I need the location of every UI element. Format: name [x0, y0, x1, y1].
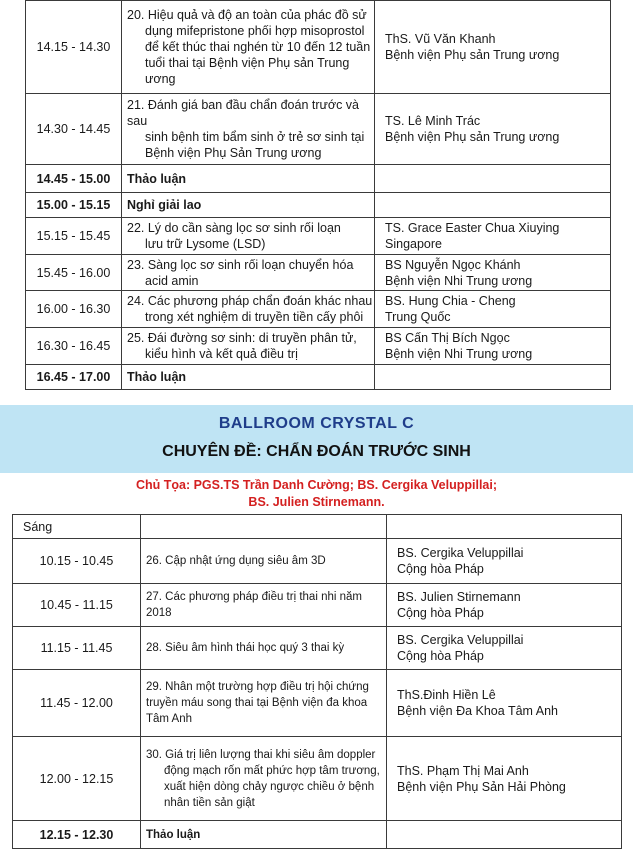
time-cell: 14.45 - 15.00 — [26, 165, 122, 193]
table-row — [13, 539, 622, 584]
topic-cell — [141, 737, 387, 821]
empty-cell — [387, 515, 622, 539]
speaker-name: ThS.Đinh Hiền Lê — [397, 688, 496, 702]
topic-line: 20. Hiệu quả và độ an toàn của phác đồ sử — [127, 8, 367, 22]
speaker-affiliation: Singapore — [385, 237, 442, 251]
topic-line: dụng mifepristone phối hợp misoprostol — [145, 24, 365, 38]
speaker-name: TS. Grace Easter Chua Xiuying — [385, 221, 560, 235]
time-cell: 10.15 - 10.45 — [13, 539, 141, 584]
topic-cell — [141, 584, 387, 627]
speaker-affiliation: Bệnh viện Đa Khoa Tâm Anh — [397, 704, 558, 718]
time-cell: 14.30 - 14.45 — [26, 94, 122, 165]
table-row — [26, 365, 611, 390]
table-row — [13, 584, 622, 627]
table-row — [26, 255, 611, 291]
empty-cell — [387, 821, 622, 849]
topic-cell — [122, 218, 375, 255]
time-cell: 15.00 - 15.15 — [26, 193, 122, 218]
table-row — [26, 165, 611, 193]
speaker-affiliation: Bệnh viện Phụ sản Trung ương — [385, 48, 560, 62]
table-row — [26, 94, 611, 165]
speaker-affiliation: Cộng hòa Pháp — [397, 562, 484, 576]
room-banner — [0, 405, 633, 473]
empty-cell — [141, 515, 387, 539]
speaker-affiliation: Cộng hòa Pháp — [397, 606, 484, 620]
topic-line: kiểu hình và kết quả điều trị — [145, 347, 298, 361]
speaker-cell — [375, 291, 611, 328]
topic-line: lưu trữ Lysome (LSD) — [145, 237, 266, 251]
speaker-name: BS Cấn Thị Bích Ngọc — [385, 331, 510, 345]
table-row — [26, 328, 611, 365]
discussion-label: Thảo luận — [122, 165, 375, 193]
time-cell: 16.30 - 16.45 — [26, 328, 122, 365]
table-row — [13, 737, 622, 821]
speaker-name: BS. Julien Stirnemann — [397, 590, 521, 604]
topic-cell — [122, 291, 375, 328]
topic-line: 22. Lý do cần sàng lọc sơ sinh rối loạn — [127, 221, 341, 235]
speaker-cell — [387, 737, 622, 821]
speaker-cell — [387, 584, 622, 627]
topic-line: trong xét nghiệm di truyền tiền cấy phôi — [145, 310, 364, 324]
topic-line: 29. Nhân một trường hợp điều trị hội chứng — [146, 681, 369, 693]
table-row — [26, 1, 611, 94]
empty-cell — [375, 365, 611, 390]
topic-cell — [122, 94, 375, 165]
speaker-cell — [375, 255, 611, 291]
time-cell: 16.45 - 17.00 — [26, 365, 122, 390]
topic-line: Bệnh viện Phụ Sản Trung ương — [145, 146, 322, 160]
speaker-name: BS. Cergika Veluppillai — [397, 546, 524, 560]
speaker-name: BS. Cergika Veluppillai — [397, 633, 524, 647]
speaker-name: BS Nguyễn Ngọc Khánh — [385, 257, 521, 272]
speaker-cell — [387, 539, 622, 584]
time-cell: 11.15 - 11.45 — [13, 627, 141, 670]
topic-line: để kết thúc thai nghén từ 10 đến 12 tuần — [145, 40, 371, 54]
topic-line: động mạch rốn mất phức hợp tâm trương, — [164, 764, 380, 777]
speaker-affiliation: Bệnh viện Phụ sản Trung ương — [385, 130, 560, 144]
speaker-cell — [387, 670, 622, 737]
topic-cell — [141, 627, 387, 670]
time-cell: 12.00 - 12.15 — [13, 737, 141, 821]
speaker-cell — [375, 1, 611, 94]
break-label: Nghỉ giải lao — [122, 193, 375, 218]
speaker-affiliation: Bệnh viện Nhi Trung ương — [385, 347, 533, 361]
chairs-line-2: BS. Julien Stirnemann. — [248, 495, 385, 509]
table-row — [13, 670, 622, 737]
table-row — [26, 291, 611, 328]
speaker-cell — [375, 218, 611, 255]
room-name: BALLROOM CRYSTAL C — [218, 415, 415, 432]
topic-line: 26. Cập nhật ứng dụng siêu âm 3D — [146, 555, 326, 567]
topic-line: 21. Đánh giá ban đầu chẩn đoán trước và sau — [127, 98, 360, 128]
topic-line: 23. Sàng lọc sơ sinh rối loạn chuyển hóa — [127, 257, 354, 272]
topic-line: 25. Đái đường sơ sinh: di truyền phân tử, — [127, 331, 357, 345]
topic-line: sinh bệnh tim bẩm sinh ở trẻ sơ sinh tại — [145, 130, 365, 144]
speaker-affiliation: Cộng hòa Pháp — [397, 649, 484, 663]
empty-cell — [375, 193, 611, 218]
empty-cell — [375, 165, 611, 193]
topic-cell — [122, 328, 375, 365]
topic-line: tuổi thai tại Bệnh viện Phụ sản Trung ương — [145, 56, 350, 86]
table-row — [13, 821, 622, 849]
topic-line: acid amin — [145, 273, 199, 288]
table-row — [13, 515, 622, 539]
speaker-affiliation: Bệnh viện Phụ Sản Hải Phòng — [397, 779, 566, 794]
topic-line: 27. Các phương pháp điều trị thai nhi năm 2018 — [146, 591, 362, 619]
session-label: Sáng — [13, 515, 141, 539]
speaker-name: BS. Hung Chia - Cheng — [385, 294, 516, 308]
table-row — [26, 218, 611, 255]
topic-line: 24. Các phương pháp chẩn đoán khác nhau — [127, 294, 373, 308]
topic-line: truyền máu song thai tại Bệnh viện đa khoa — [146, 697, 368, 709]
speaker-name: ThS. Phạm Thị Mai Anh — [397, 763, 529, 778]
time-cell: 15.45 - 16.00 — [26, 255, 122, 291]
speaker-affiliation: Trung Quốc — [385, 310, 451, 324]
chairs-line-1: Chủ Tọa: PGS.TS Trần Danh Cường; BS. Cergika Veluppillai; — [135, 478, 498, 492]
afternoon-schedule-table — [25, 0, 611, 390]
time-cell: 11.45 - 12.00 — [13, 670, 141, 737]
session-topic: CHUYÊN ĐỀ: CHẨN ĐOÁN TRƯỚC SINH — [162, 443, 471, 460]
time-cell: 16.00 - 16.30 — [26, 291, 122, 328]
table-row — [13, 627, 622, 670]
time-cell: 12.15 - 12.30 — [13, 821, 141, 849]
topic-cell — [141, 670, 387, 737]
topic-line: nhân tiền sản giật — [164, 796, 255, 809]
speaker-name: TS. Lê Minh Trác — [385, 114, 481, 128]
discussion-label: Thảo luận — [141, 821, 387, 849]
speaker-cell — [387, 627, 622, 670]
morning-schedule-table — [12, 514, 622, 849]
speaker-name: ThS. Vũ Văn Khanh — [385, 32, 496, 46]
speaker-cell — [375, 328, 611, 365]
time-cell: 10.45 - 11.15 — [13, 584, 141, 627]
speaker-affiliation: Bệnh viện Nhi Trung ương — [385, 273, 533, 288]
topic-cell — [122, 1, 375, 94]
topic-cell — [122, 255, 375, 291]
topic-cell — [141, 539, 387, 584]
topic-line: Tâm Anh — [146, 713, 193, 725]
discussion-label: Thảo luận — [122, 365, 375, 390]
table-row — [26, 193, 611, 218]
time-cell: 15.15 - 15.45 — [26, 218, 122, 255]
topic-line: 28. Siêu âm hình thái học quý 3 thai kỳ — [146, 642, 345, 654]
time-cell: 14.15 - 14.30 — [26, 1, 122, 94]
speaker-cell — [375, 94, 611, 165]
topic-line: xuất hiện dòng chảy ngược chiều ở bệnh — [164, 780, 375, 793]
topic-line: 30. Giá trị liên lượng thai khi siêu âm doppler — [146, 748, 376, 761]
